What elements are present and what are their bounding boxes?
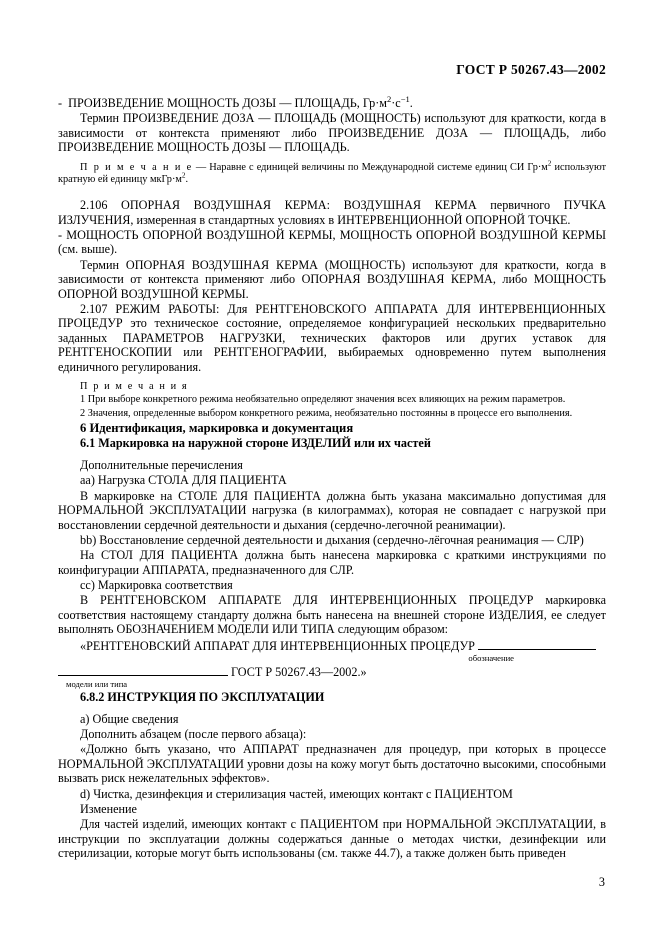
paragraph-marking-quote-line1 bbox=[58, 638, 606, 653]
paragraph-2-106: 2.106 ОПОРНАЯ ВОЗДУШНАЯ КЕРМА: ВОЗДУШНАЯ КЕРМА первичного ПУЧКА ИЗЛУЧЕНИЯ, измеренная в стандартных условиях в ИНТЕРВЕНЦИОННОЙ ОПОРНОЙ ТОЧКЕ. bbox=[58, 198, 606, 227]
marking-quote-gost: ГОСТ Р 50267.43—2002.» bbox=[231, 664, 367, 679]
paragraph-change: Изменение bbox=[80, 801, 137, 816]
marking-quote-text: «РЕНТГЕНОВСКИЙ АППАРАТ ДЛЯ ИНТЕРВЕНЦИОННЫХ ПРОЦЕДУР bbox=[80, 638, 475, 653]
paragraph-dose-area-product-bullet: - ПРОИЗВЕДЕНИЕ МОЩНОСТЬ ДОЗЫ — ПЛОЩАДЬ, $Гр\cdot м^2\cdot с^{-1}$. bbox=[58, 93, 413, 110]
note-1: 1 При выборе конкретного режима необязательно определяют значения всех влияющих на режим параметров. bbox=[80, 394, 566, 406]
caption-designation: обозначение bbox=[468, 653, 514, 664]
paragraph-term-dose-area: Термин ПРОИЗВЕДЕНИЕ ДОЗА — ПЛОЩАДЬ (МОЩНОСТЬ) используют для краткости, когда в зависимости от контекста применяют либо ПРОИЗВЕДЕНИЕ ДОЗА — ПЛОЩАДЬ, либо ПРОИЗВЕДЕНИЕ МОЩНОСТЬ ДОЗЫ — ПЛОЩАДЬ. bbox=[58, 111, 606, 155]
paragraph-cpr-marking: На СТОЛ ДЛЯ ПАЦИЕНТА должна быть нанесена маркировка с краткими инструкциями по коинфигурации АППАРАТА, предназначенного для СЛР. bbox=[58, 548, 606, 577]
paragraph-cleaning-instructions: Для частей изделий, имеющих контакт с ПАЦИЕНТОМ при НОРМАЛЬНОЙ ЭКСПЛУАТАЦИИ, в инструкции по эксплуатации должны содержаться данные о методах чистки, дезинфекции или стерилизации, которые могут быть использованы (см. также 44.7), а также должен быть приведен bbox=[58, 817, 606, 861]
note-2: 2 Значения, определенные выбором конкретного режима, необязательно постоянны в процессе его выполнения. bbox=[80, 407, 573, 419]
paragraph-skin-dose-warning: «Должно быть указано, что АППАРАТ предназначен для процедур, при которых в процессе НОРМАЛЬНОЙ ЭКСПЛУАТАЦИИ уровни дозы на кожу могут быть достаточно высокими, способными вызвать риск нежелательных эффектов». bbox=[58, 742, 606, 786]
signature-blank-model-type bbox=[58, 664, 228, 676]
note-label: П р и м е ч а н и е bbox=[80, 161, 193, 173]
paragraph-item-cc: сс) Маркировка соответствия bbox=[80, 578, 233, 593]
paragraph-conformity-marking: В РЕНТГЕНОВСКОМ АППАРАТЕ ДЛЯ ИНТЕРВЕНЦИОННЫХ ПРОЦЕДУР маркировка соответствия настоящему стандарту должна быть нанесена на внешней стороне ИЗДЕЛИЯ, ее следует выполнять ОБОЗНАЧЕНИЕМ МОДЕЛИ ИЛИ ТИПА следующим образом: bbox=[58, 593, 606, 637]
caption-model-or-type: модели или типа bbox=[66, 679, 128, 690]
paragraph-add-clause: Дополнить абзацем (после первого абзаца): bbox=[80, 727, 307, 742]
document-header: ГОСТ Р 50267.43—2002 bbox=[456, 62, 606, 77]
paragraph-marking-quote-line2 bbox=[58, 664, 606, 679]
paragraph-table-load: В маркировке на СТОЛЕ ДЛЯ ПАЦИЕНТА должна быть указана максимально допустимая для НОРМАЛЬНОЙ ЭКСПЛУАТАЦИИ нагрузка (в килограммах), которая не совпадает с нагрузкой при восстановлении сердечной деятельности и дыхания (сердечно-легочной реанимации). bbox=[58, 488, 606, 532]
page-content bbox=[58, 62, 606, 862]
paragraph-term-reference-air-kerma: Термин ОПОРНАЯ ВОЗДУШНАЯ КЕРМА (МОЩНОСТЬ) используют для краткости, когда в зависимости от контекста применяют либо ОПОРНАЯ ВОЗДУШНАЯ КЕРМА, либо МОЩНОСТЬ ОПОРНОЙ ВОЗДУШНОЙ КЕРМЫ. bbox=[58, 257, 606, 301]
note-si-units bbox=[58, 159, 606, 187]
paragraph-item-d: d) Чистка, дезинфекция и стерилизация частей, имеющих контакт с ПАЦИЕНТОМ bbox=[80, 786, 513, 801]
paragraph-item-aa: аа) Нагрузка СТОЛА ДЛЯ ПАЦИЕНТА bbox=[80, 473, 287, 488]
paragraph-item-a: а) Общие сведения bbox=[80, 711, 179, 726]
subsection-heading-6-1: 6.1 Маркировка на наружной стороне ИЗДЕЛИЙ или их частей bbox=[80, 435, 431, 450]
paragraph-additional-listings: Дополнительные перечисления bbox=[80, 457, 243, 472]
note-text: — Наравне с единицей величины по Международной системе единиц СИ $Гр\cdot м^2$ используют кратную ей единицу $мкГр\cdot м^2$. bbox=[58, 159, 606, 185]
paragraph-2-107: 2.107 РЕЖИМ РАБОТЫ: Для РЕНТГЕНОВСКОГО АППАРАТА ДЛЯ ИНТЕРВЕНЦИОННЫХ ПРОЦЕДУР это техническое состояние, определяемое конфигурацией нескольких предварительно заданных ПАРАМЕТРОВ НАГРУЗКИ, технических факторов или других уставок для РЕНТГЕНОСКОПИИ или РЕНТГЕНОГРАФИИ, выбираемых одновременно путем выполнения единичного регулирования. bbox=[58, 301, 606, 374]
notes-label: П р и м е ч а н и я bbox=[80, 380, 189, 392]
section-heading-6: 6 Идентификация, маркировка и документация bbox=[80, 420, 354, 435]
subsection-heading-6-8-2: 6.8.2 ИНСТРУКЦИЯ ПО ЭКСПЛУАТАЦИИ bbox=[80, 689, 325, 704]
signature-blank-designation bbox=[478, 638, 596, 650]
page-number: 3 bbox=[598, 875, 605, 889]
paragraph-reference-air-kerma-bullet: - МОЩНОСТЬ ОПОРНОЙ ВОЗДУШНОЙ КЕРМЫ, МОЩНОСТЬ ОПОРНОЙ ВОЗДУШНОЙ КЕРМЫ (см. выше). bbox=[58, 228, 606, 257]
paragraph-item-bb: bb) Восстановление сердечной деятельности и дыхания (сердечно-лёгочная реанимация — СЛР) bbox=[80, 532, 584, 547]
